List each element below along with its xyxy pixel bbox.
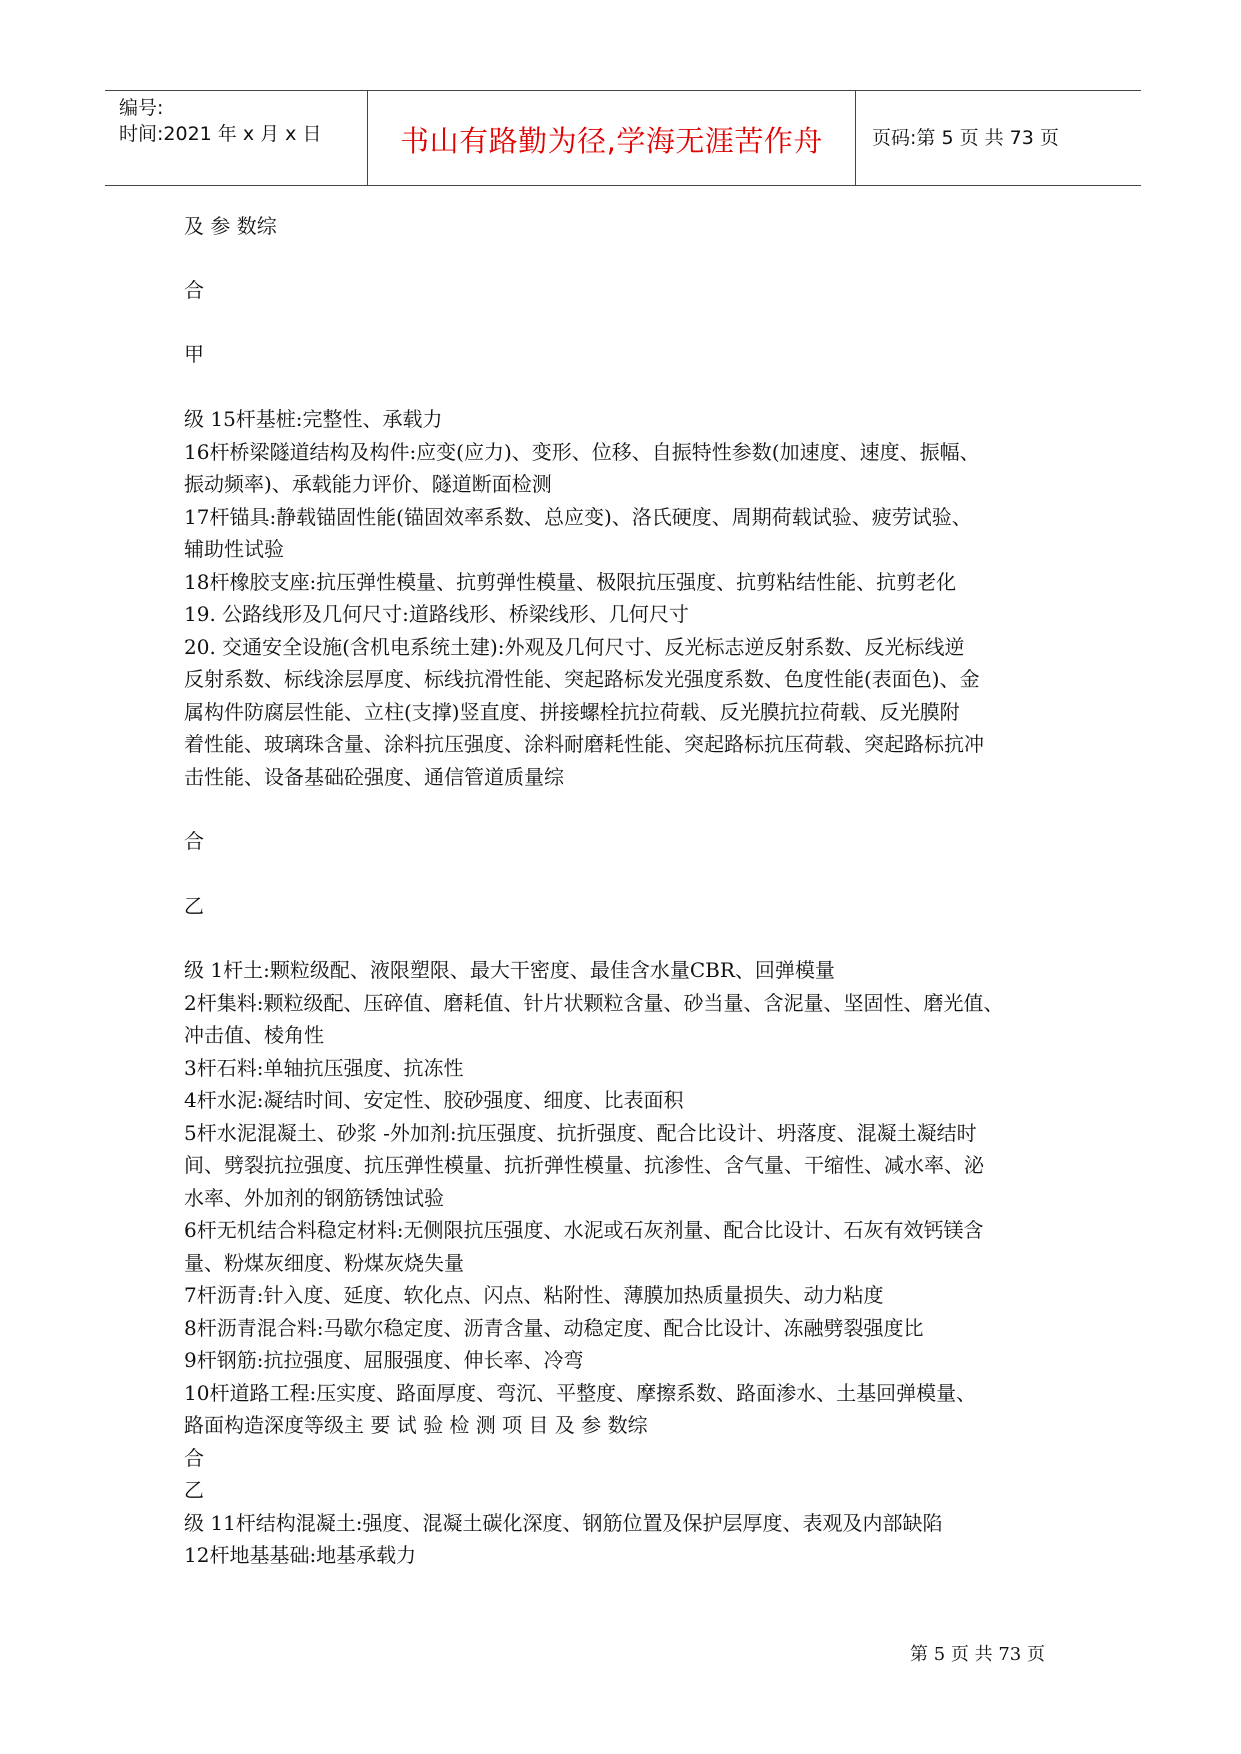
body-line: 水率、外加剂的钢筋锈蚀试验 [184,1186,444,1210]
body-line: 辅助性试验 [184,537,284,561]
page-footer: 第 5 页 共 73 页 [910,1644,1045,1665]
body-line: 4杆水泥:凝结时间、安定性、胶砂强度、细度、比表面积 [184,1088,684,1112]
body-line: 9杆钢筋:抗拉强度、屈服强度、伸长率、冷弯 [184,1348,584,1372]
body-line: 8杆沥青混合料:马歇尔稳定度、沥青含量、动稳定度、配合比设计、冻融劈裂强度比 [184,1316,924,1340]
body-line: 乙 [184,894,204,918]
body-line: 振动频率)、承载能力评价、隧道断面检测 [184,472,552,496]
header-page-number: 页码:第 5 页 共 73 页 [872,127,1059,149]
header-page-cell [856,91,1141,185]
body-line: 反射系数、标线涂层厚度、标线抗滑性能、突起路标发光强度系数、色度性能(表面色)、金 [184,667,980,691]
body-line: 12杆地基基础:地基承载力 [184,1543,417,1567]
body-line: 6杆无机结合料稳定材料:无侧限抗压强度、水泥或石灰剂量、配合比设计、石灰有效钙镁含 [184,1218,984,1242]
document-number-label: 编号: [119,97,164,119]
body-line: 乙 [184,1478,204,1502]
body-line: 2杆集料:颗粒级配、压碎值、磨耗值、针片状颗粒含量、砂当量、含泥量、坚固性、磨光值、 [184,991,1004,1015]
body-line: 7杆沥青:针入度、延度、软化点、闪点、粘附性、薄膜加热质量损失、动力粘度 [184,1283,884,1307]
document-time-label: 时间:2021 年 x 月 x 日 [119,123,322,145]
body-line: 量、粉煤灰细度、粉煤灰烧失量 [184,1251,464,1275]
body-line: 间、劈裂抗拉强度、抗压弹性模量、抗折弹性模量、抗渗性、含气量、干缩性、减水率、泌 [184,1153,984,1177]
body-line: 17杆锚具:静载锚固性能(锚固效率系数、总应变)、洛氏硬度、周期荷载试验、疲劳试验、 [184,505,972,529]
header-motto-cell [368,91,856,185]
body-line: 合 [184,278,204,302]
body-line: 冲击值、棱角性 [184,1023,324,1047]
body-line: 5杆水泥混凝土、砂浆 -外加剂:抗压强度、抗折强度、配合比设计、坍落度、混凝土凝结时 [184,1121,977,1145]
body-line: 甲 [184,342,204,366]
body-line: 合 [184,829,204,853]
body-line: 20. 交通安全设施(含机电系统土建):外观及几何尺寸、反光标志逆反射系数、反光标线逆 [184,635,965,659]
body-line: 19. 公路线形及几何尺寸:道路线形、桥梁线形、几何尺寸 [184,602,689,626]
body-line: 3杆石料:单轴抗压强度、抗冻性 [184,1056,464,1080]
body-line: 合 [184,1446,204,1470]
body-line: 10杆道路工程:压实度、路面厚度、弯沉、平整度、摩擦系数、路面渗水、土基回弹模量、 [184,1381,977,1405]
page-header [105,90,1141,186]
body-line: 18杆橡胶支座:抗压弹性模量、抗剪弹性模量、极限抗压强度、抗剪粘结性能、抗剪老化 [184,570,957,594]
body-line: 及 参 数综 [184,214,277,238]
body-line: 击性能、设备基础砼强度、通信管道质量综 [184,765,564,789]
body-line: 级 11杆结构混凝土:强度、混凝土碳化深度、钢筋位置及保护层厚度、表观及内部缺陷 [184,1511,943,1535]
body-line: 级 15杆基桩:完整性、承载力 [184,407,443,431]
header-motto: 书山有路勤为径,学海无涯苦作舟 [400,124,823,158]
body-line: 路面构造深度等级主 要 试 验 检 测 项 目 及 参 数综 [184,1413,648,1437]
body-line: 着性能、玻璃珠含量、涂料抗压强度、涂料耐磨耗性能、突起路标抗压荷载、突起路标抗冲 [184,732,984,756]
header-meta-cell [105,91,368,185]
body-line: 16杆桥梁隧道结构及构件:应变(应力)、变形、位移、自振特性参数(加速度、速度、振幅、 [184,440,980,464]
body-line: 属构件防腐层性能、立柱(支撑)竖直度、拼接螺栓抗拉荷载、反光膜抗拉荷载、反光膜附 [184,700,960,724]
body-line: 级 1杆土:颗粒级配、液限塑限、最大干密度、最佳含水量CBR、回弹模量 [184,958,835,982]
